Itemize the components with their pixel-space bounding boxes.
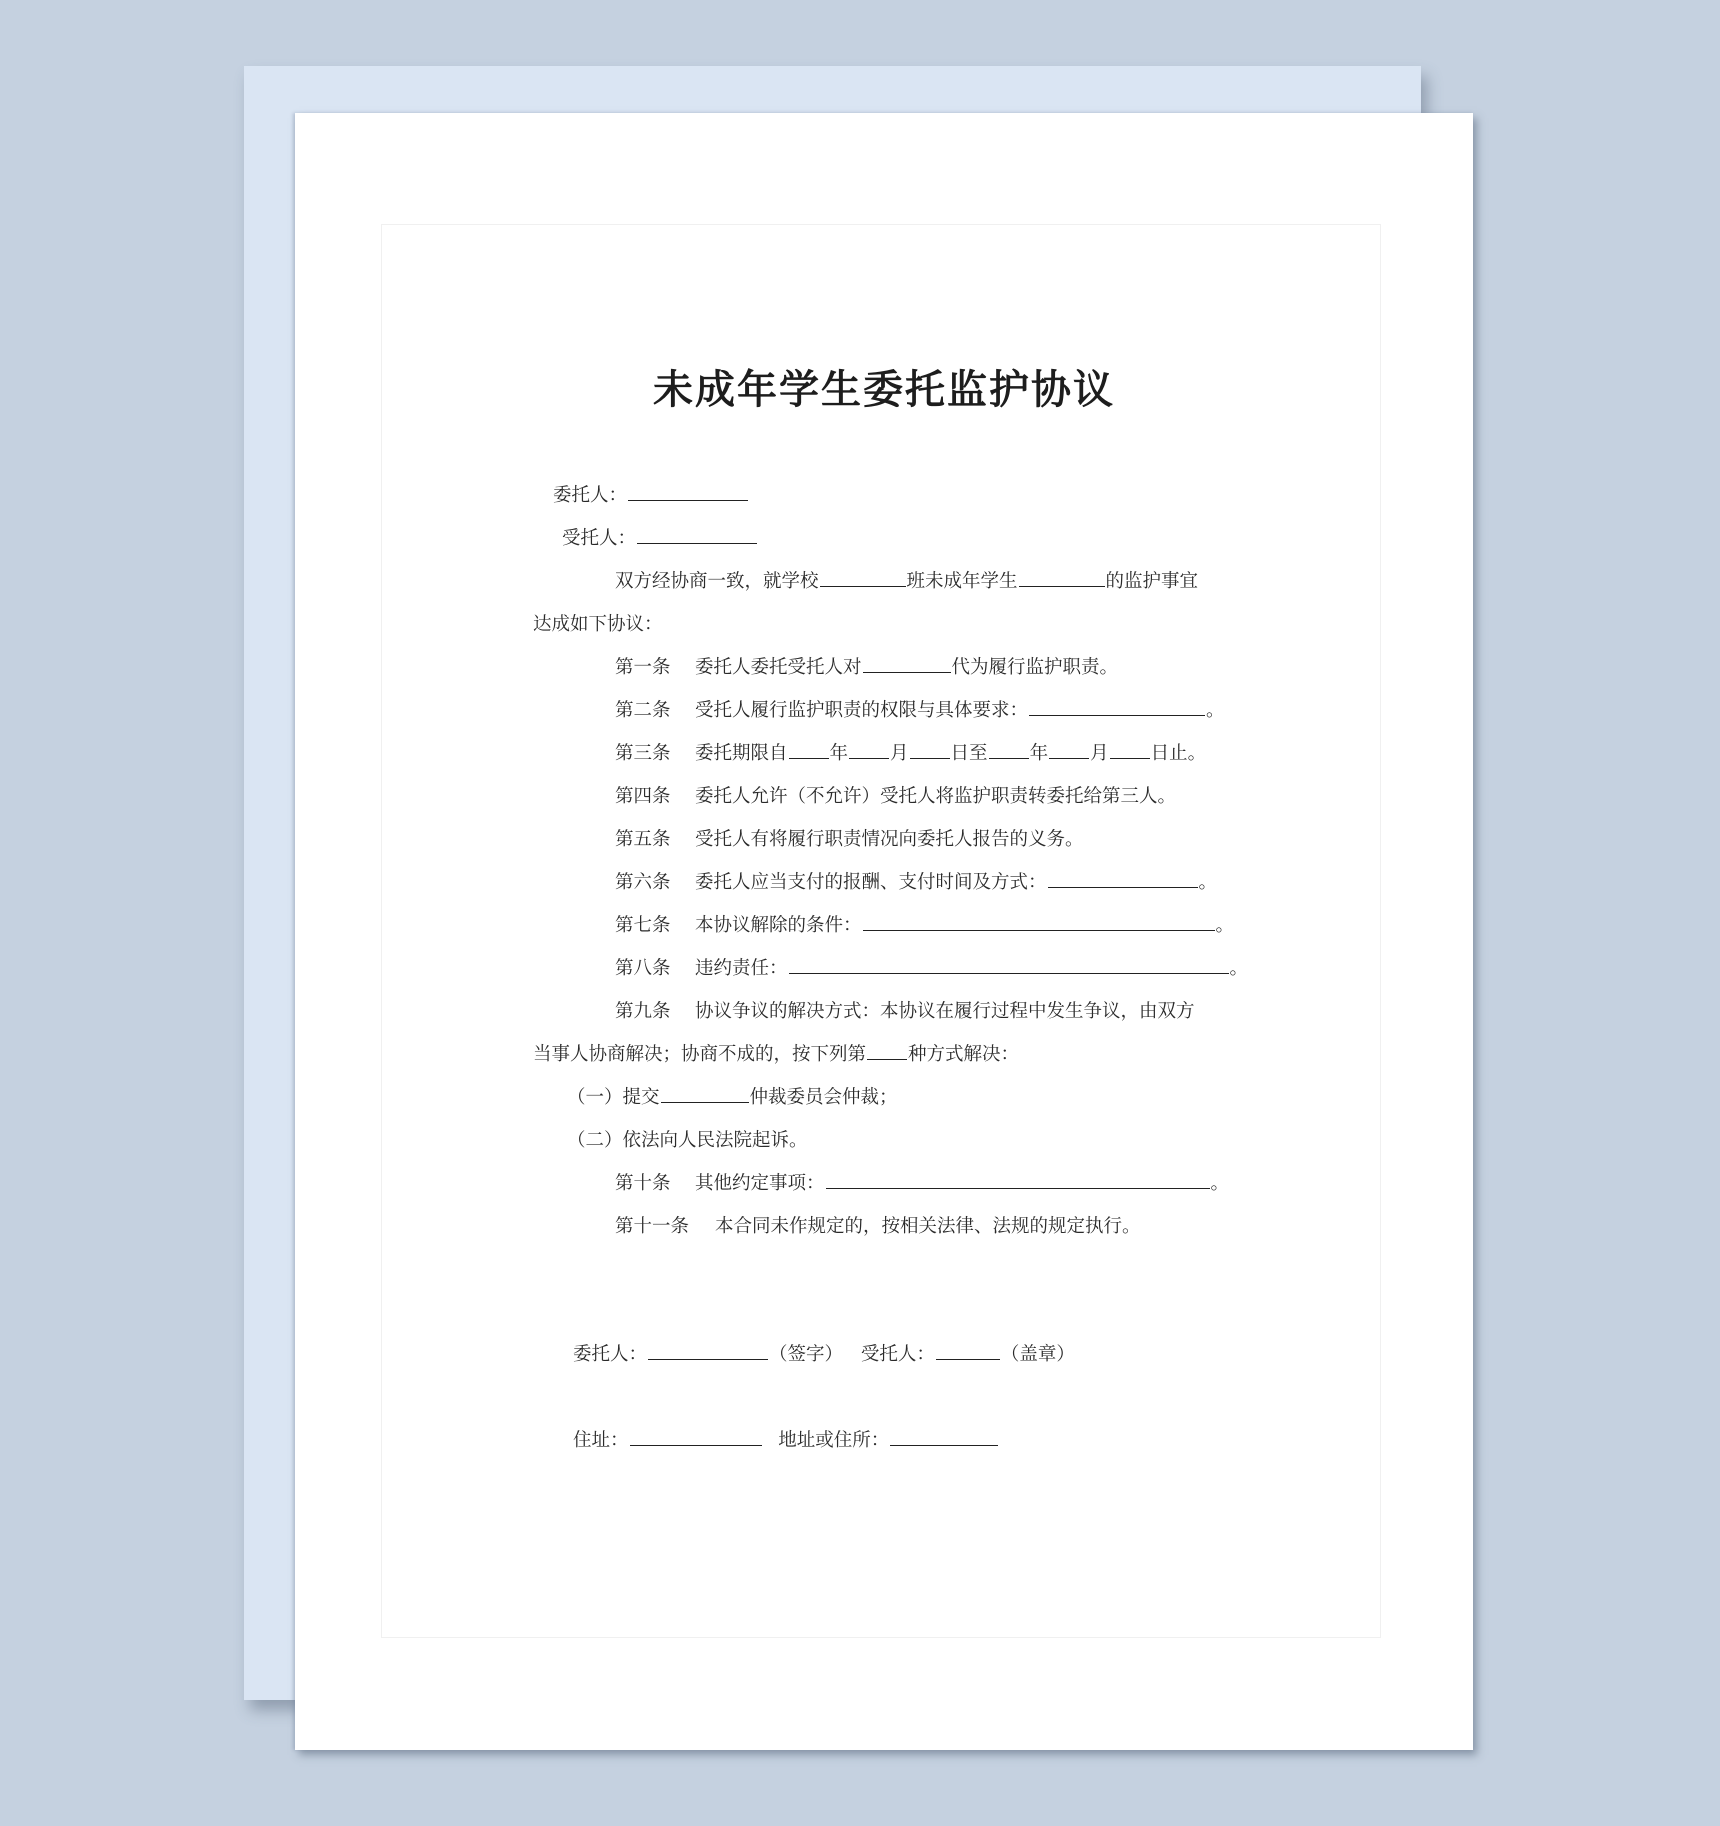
article-number: 第七条	[615, 915, 671, 936]
article-6-blank[interactable]	[1048, 871, 1198, 888]
school-blank[interactable]	[820, 570, 906, 587]
article-text: 。	[1198, 872, 1218, 893]
article-number: 第一条	[615, 657, 671, 678]
arbitration-blank[interactable]	[661, 1086, 749, 1103]
end-year-blank[interactable]	[989, 742, 1029, 759]
article-text: 本合同未作规定的，按相关法律、法规的规定执行。	[715, 1216, 1141, 1237]
signature-line	[573, 1343, 1075, 1367]
article-text: 协议争议的解决方式：本协议在履行过程中发生争议，由双方	[695, 1001, 1195, 1022]
article-text: 。	[1210, 1173, 1230, 1194]
article-number: 第三条	[615, 743, 671, 764]
address-line	[573, 1429, 999, 1453]
option-1	[567, 1086, 898, 1110]
signature-note: （签字）	[769, 1344, 844, 1365]
end-day-blank[interactable]	[1110, 742, 1150, 759]
article-text: 委托期限自	[695, 743, 788, 764]
agent-label: 受托人：	[562, 528, 637, 549]
article-number: 第五条	[615, 829, 671, 850]
article-text: 日止。	[1150, 743, 1207, 764]
option-text: （一）提交	[567, 1087, 660, 1108]
address-label: 住址：	[573, 1430, 629, 1451]
article-6	[615, 871, 1217, 895]
article-text: 种方式解决：	[908, 1044, 1020, 1065]
agent-address-label: 地址或住所：	[778, 1430, 890, 1451]
article-text: 其他约定事项：	[695, 1173, 825, 1194]
article-number: 第二条	[615, 700, 671, 721]
intro-line-1	[615, 570, 1198, 594]
option-2: （二）依法向人民法院起诉。	[567, 1130, 808, 1151]
article-text: 委托人应当支付的报酬、支付时间及方式：	[695, 872, 1047, 893]
article-8-blank[interactable]	[789, 957, 1229, 974]
agent-seal-blank[interactable]	[936, 1343, 1000, 1360]
article-9-line-2	[533, 1043, 1019, 1067]
intro-text-3: 的监护事宜	[1105, 571, 1199, 592]
principal-label: 委托人：	[553, 485, 628, 506]
article-text: 受托人履行监护职责的权限与具体要求：	[695, 700, 1029, 721]
article-text: 委托人允许（不允许）受托人将监护职责转委托给第三人。	[695, 786, 1177, 807]
article-5	[615, 828, 1084, 852]
agent-address-blank[interactable]	[890, 1429, 998, 1446]
article-text: 月	[1090, 743, 1109, 764]
intro-text-1: 双方经协商一致，就学校	[615, 571, 819, 592]
principal-blank[interactable]	[628, 484, 748, 501]
article-text: 日至	[950, 743, 988, 764]
article-11	[615, 1215, 1141, 1239]
article-number: 第十一条	[615, 1216, 690, 1237]
article-text: 受托人有将履行职责情况向委托人报告的义务。	[695, 829, 1084, 850]
article-text: 月	[890, 743, 909, 764]
option-text: 仲裁委员会仲裁；	[749, 1087, 898, 1108]
principal-line	[553, 484, 749, 508]
article-number: 第九条	[615, 1001, 671, 1022]
article-10-blank[interactable]	[826, 1172, 1210, 1189]
address-blank[interactable]	[630, 1429, 762, 1446]
article-4	[615, 785, 1176, 809]
intro-line-2: 达成如下协议：	[533, 614, 663, 635]
article-text: 代为履行监护职责。	[951, 657, 1119, 678]
signature-agent-label: 受托人：	[860, 1344, 935, 1365]
start-day-blank[interactable]	[910, 742, 950, 759]
start-year-blank[interactable]	[789, 742, 829, 759]
article-1-blank[interactable]	[863, 656, 951, 673]
start-month-blank[interactable]	[849, 742, 889, 759]
article-number: 第六条	[615, 872, 671, 893]
article-8	[615, 957, 1248, 981]
article-text: 当事人协商解决；协商不成的，按下列第	[533, 1044, 867, 1065]
dispute-method-blank[interactable]	[867, 1043, 907, 1060]
principal-signature-blank[interactable]	[648, 1343, 768, 1360]
article-text: 本协议解除的条件：	[695, 915, 862, 936]
agent-blank[interactable]	[637, 527, 757, 544]
agent-line	[562, 527, 758, 551]
end-month-blank[interactable]	[1049, 742, 1089, 759]
article-number: 第四条	[615, 786, 671, 807]
seal-note: （盖章）	[1000, 1344, 1075, 1365]
article-number: 第八条	[615, 958, 671, 979]
intro-text-2: 班未成年学生	[906, 571, 1018, 592]
document-title: 未成年学生委托监护协议	[653, 367, 1115, 413]
document-page	[295, 113, 1473, 1750]
article-text: 委托人委托受托人对	[695, 657, 862, 678]
article-text: 年	[1029, 743, 1049, 764]
article-10	[615, 1172, 1229, 1196]
article-text: 。	[1215, 915, 1235, 936]
article-1	[615, 656, 1118, 680]
article-text: 。	[1229, 958, 1249, 979]
article-9	[615, 1000, 1195, 1024]
article-text: 。	[1206, 700, 1225, 721]
article-2	[615, 699, 1225, 723]
article-7-blank[interactable]	[863, 914, 1215, 931]
article-text: 年	[829, 743, 849, 764]
article-7	[615, 914, 1234, 938]
article-number: 第十条	[615, 1173, 671, 1194]
student-blank[interactable]	[1019, 570, 1105, 587]
article-2-blank[interactable]	[1029, 699, 1205, 716]
article-text: 违约责任：	[695, 958, 788, 979]
article-3	[615, 742, 1206, 766]
signature-principal-label: 委托人：	[573, 1344, 648, 1365]
